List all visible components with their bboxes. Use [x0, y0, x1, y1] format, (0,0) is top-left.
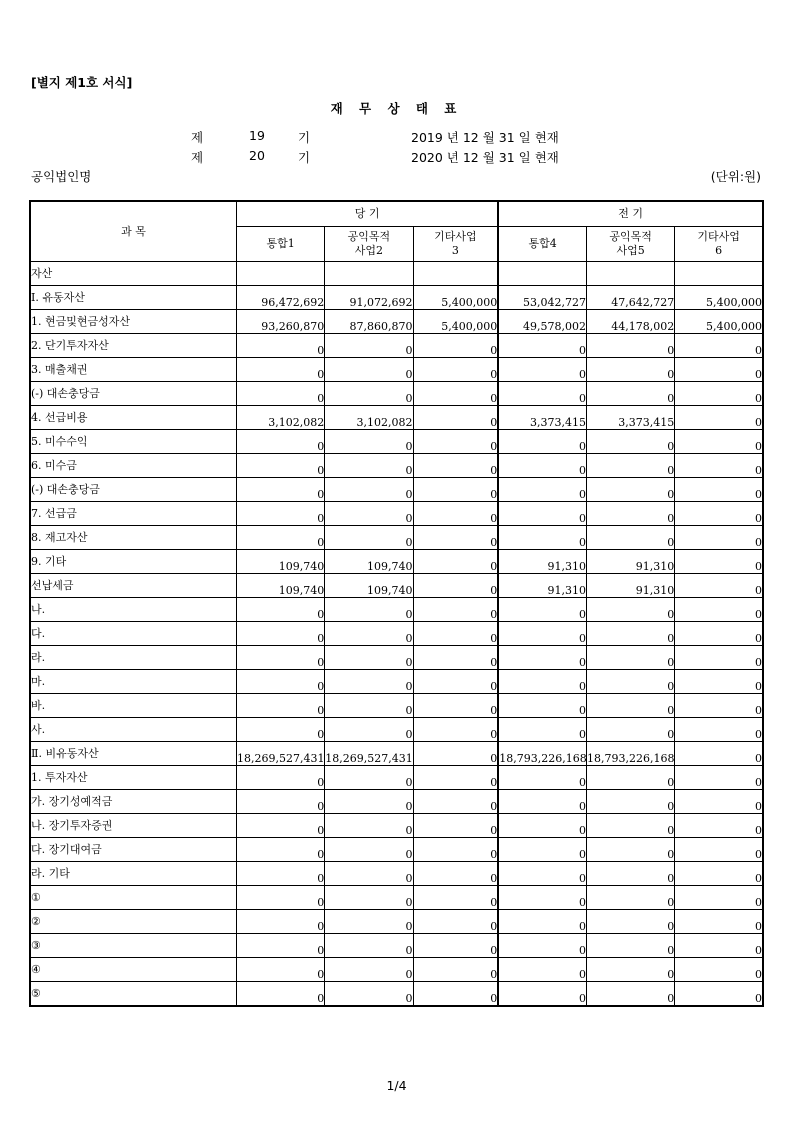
amount-cell: 0	[586, 862, 674, 886]
subject-cell: 나. 장기투자증권	[30, 814, 237, 838]
amount-cell: 0	[237, 358, 325, 382]
form-label: [별지 제1호 서식]	[31, 75, 133, 90]
amount-cell: 0	[498, 982, 586, 1007]
amount-cell: 0	[237, 718, 325, 742]
subject-cell: 2. 단기투자자산	[30, 334, 237, 358]
subject-cell: ②	[30, 910, 237, 934]
amount-cell: 3,102,082	[237, 406, 325, 430]
amount-cell: 5,400,000	[413, 286, 498, 310]
amount-cell: 0	[498, 934, 586, 958]
amount-cell: 0	[675, 694, 763, 718]
subject-cell: 사.	[30, 718, 237, 742]
table-row	[30, 958, 763, 982]
amount-cell: 0	[413, 958, 498, 982]
amount-cell: 0	[675, 718, 763, 742]
amount-cell: 0	[325, 718, 413, 742]
amount-cell: 0	[413, 574, 498, 598]
amount-cell: 0	[675, 838, 763, 862]
period-prefix: 제	[191, 130, 204, 145]
column-header: 기타사업 6	[675, 227, 763, 262]
table-row	[30, 598, 763, 622]
corporation-name-label: 공익법인명	[31, 169, 92, 184]
table-row	[30, 670, 763, 694]
table-row	[30, 454, 763, 478]
amount-cell: 0	[675, 934, 763, 958]
amount-cell: 0	[325, 430, 413, 454]
amount-cell: 0	[413, 646, 498, 670]
amount-cell: 0	[237, 670, 325, 694]
empty-cell	[586, 262, 674, 286]
amount-cell: 0	[675, 598, 763, 622]
amount-cell: 0	[586, 502, 674, 526]
amount-cell: 0	[586, 814, 674, 838]
amount-cell: 0	[498, 598, 586, 622]
amount-cell: 0	[586, 358, 674, 382]
period-date: 2020 년 12 월 31 일 현재	[411, 150, 559, 165]
subject-cell: Ⅰ. 유동자산	[30, 286, 237, 310]
amount-cell: 0	[413, 742, 498, 766]
amount-cell: 0	[325, 982, 413, 1007]
subject-cell: 5. 미수수익	[30, 430, 237, 454]
amount-cell: 0	[237, 622, 325, 646]
amount-cell: 0	[237, 982, 325, 1007]
subject-header: 과 목	[30, 201, 237, 262]
amount-cell: 0	[586, 694, 674, 718]
subject-cell: 9. 기타	[30, 550, 237, 574]
amount-cell: 18,793,226,168	[586, 742, 674, 766]
amount-cell: 0	[586, 934, 674, 958]
amount-cell: 0	[586, 478, 674, 502]
amount-cell: 0	[413, 478, 498, 502]
amount-cell: 0	[498, 910, 586, 934]
amount-cell: 0	[237, 598, 325, 622]
amount-cell: 0	[498, 838, 586, 862]
amount-cell: 0	[675, 430, 763, 454]
subject-cell: ③	[30, 934, 237, 958]
amount-cell: 91,310	[498, 550, 586, 574]
amount-cell: 0	[325, 838, 413, 862]
table-row	[30, 814, 763, 838]
amount-cell: 0	[498, 790, 586, 814]
amount-cell: 0	[413, 430, 498, 454]
amount-cell: 0	[675, 406, 763, 430]
amount-cell: 0	[237, 766, 325, 790]
amount-cell: 0	[413, 454, 498, 478]
subject-cell: 라. 기타	[30, 862, 237, 886]
amount-cell: 0	[675, 814, 763, 838]
amount-cell: 3,102,082	[325, 406, 413, 430]
amount-cell: 0	[325, 646, 413, 670]
amount-cell: 0	[325, 694, 413, 718]
amount-cell: 109,740	[237, 574, 325, 598]
amount-cell: 0	[237, 382, 325, 406]
amount-cell: 0	[675, 334, 763, 358]
amount-cell: 0	[586, 766, 674, 790]
subject-cell: 다. 장기대여금	[30, 838, 237, 862]
amount-cell: 0	[413, 406, 498, 430]
amount-cell: 0	[237, 790, 325, 814]
table-row	[30, 790, 763, 814]
amount-cell: 18,793,226,168	[498, 742, 586, 766]
table-row	[30, 934, 763, 958]
subject-cell: 바.	[30, 694, 237, 718]
amount-cell: 3,373,415	[498, 406, 586, 430]
subject-cell: 라.	[30, 646, 237, 670]
amount-cell: 0	[675, 646, 763, 670]
table-row	[30, 838, 763, 862]
amount-cell: 5,400,000	[675, 286, 763, 310]
amount-cell: 0	[413, 382, 498, 406]
amount-cell: 0	[498, 502, 586, 526]
amount-cell: 0	[413, 934, 498, 958]
amount-cell: 0	[237, 454, 325, 478]
amount-cell: 0	[498, 766, 586, 790]
table-row	[30, 502, 763, 526]
amount-cell: 0	[237, 958, 325, 982]
amount-cell: 0	[675, 958, 763, 982]
amount-cell: 0	[675, 358, 763, 382]
amount-cell: 0	[413, 334, 498, 358]
column-header: 기타사업 3	[413, 227, 498, 262]
previous-period-header: 전 기	[498, 201, 763, 227]
amount-cell: 0	[325, 382, 413, 406]
table-row	[30, 430, 763, 454]
amount-cell: 0	[675, 574, 763, 598]
table-row	[30, 862, 763, 886]
subject-cell: ④	[30, 958, 237, 982]
amount-cell: 0	[675, 766, 763, 790]
amount-cell: 0	[675, 622, 763, 646]
amount-cell: 0	[498, 646, 586, 670]
table-row	[30, 478, 763, 502]
table-row	[30, 526, 763, 550]
amount-cell: 0	[413, 718, 498, 742]
period-suffix: 기	[298, 150, 311, 165]
amount-cell: 44,178,002	[586, 310, 674, 334]
amount-cell: 0	[586, 886, 674, 910]
amount-cell: 0	[413, 526, 498, 550]
amount-cell: 0	[237, 646, 325, 670]
balance-sheet-table	[29, 200, 764, 1007]
amount-cell: 0	[325, 886, 413, 910]
section-row	[30, 262, 763, 286]
amount-cell: 0	[586, 598, 674, 622]
table-row	[30, 382, 763, 406]
column-header: 통합4	[498, 227, 586, 262]
amount-cell: 0	[675, 910, 763, 934]
amount-cell: 0	[586, 910, 674, 934]
subject-cell: 선납세금	[30, 574, 237, 598]
table-row	[30, 982, 763, 1007]
amount-cell: 93,260,870	[237, 310, 325, 334]
amount-cell: 91,310	[586, 550, 674, 574]
amount-cell: 0	[675, 790, 763, 814]
amount-cell: 3,373,415	[586, 406, 674, 430]
amount-cell: 0	[586, 670, 674, 694]
amount-cell: 18,269,527,431	[325, 742, 413, 766]
amount-cell: 0	[498, 334, 586, 358]
empty-cell	[498, 262, 586, 286]
period-number: 19	[249, 128, 265, 143]
amount-cell: 0	[237, 910, 325, 934]
amount-cell: 109,740	[237, 550, 325, 574]
subject-cell: ⑤	[30, 982, 237, 1007]
amount-cell: 0	[413, 814, 498, 838]
amount-cell: 0	[586, 622, 674, 646]
subject-cell: ①	[30, 886, 237, 910]
amount-cell: 0	[325, 598, 413, 622]
period-number: 20	[249, 148, 265, 163]
table-row	[30, 334, 763, 358]
amount-cell: 0	[498, 622, 586, 646]
amount-cell: 0	[237, 430, 325, 454]
subject-cell: (-) 대손충당금	[30, 382, 237, 406]
amount-cell: 0	[675, 550, 763, 574]
amount-cell: 0	[675, 526, 763, 550]
table-row	[30, 286, 763, 310]
amount-cell: 0	[586, 718, 674, 742]
amount-cell: 109,740	[325, 574, 413, 598]
period-suffix: 기	[298, 130, 311, 145]
amount-cell: 0	[498, 718, 586, 742]
amount-cell: 91,310	[498, 574, 586, 598]
subject-cell: 가. 장기성예적금	[30, 790, 237, 814]
amount-cell: 0	[498, 694, 586, 718]
amount-cell: 0	[586, 982, 674, 1007]
amount-cell: 0	[413, 358, 498, 382]
subject-cell: 나.	[30, 598, 237, 622]
amount-cell: 0	[413, 550, 498, 574]
period-date: 2019 년 12 월 31 일 현재	[411, 130, 559, 145]
subject-cell: 4. 선급비용	[30, 406, 237, 430]
amount-cell: 0	[325, 958, 413, 982]
subject-cell: 1. 현금및현금성자산	[30, 310, 237, 334]
table-row	[30, 574, 763, 598]
subject-cell: 6. 미수금	[30, 454, 237, 478]
amount-cell: 18,269,527,431	[237, 742, 325, 766]
column-header: 공익목적 사업5	[586, 227, 674, 262]
amount-cell: 0	[586, 646, 674, 670]
amount-cell: 0	[325, 934, 413, 958]
amount-cell: 0	[325, 526, 413, 550]
amount-cell: 0	[413, 910, 498, 934]
amount-cell: 0	[675, 502, 763, 526]
amount-cell: 91,072,692	[325, 286, 413, 310]
table-row	[30, 742, 763, 766]
unit-label: (단위:원)	[710, 169, 761, 184]
amount-cell: 0	[325, 334, 413, 358]
amount-cell: 0	[413, 622, 498, 646]
table-row	[30, 550, 763, 574]
amount-cell: 5,400,000	[413, 310, 498, 334]
table-row	[30, 622, 763, 646]
amount-cell: 0	[498, 382, 586, 406]
amount-cell: 0	[498, 454, 586, 478]
amount-cell: 0	[586, 430, 674, 454]
amount-cell: 0	[675, 478, 763, 502]
subject-cell: Ⅱ. 비유동자산	[30, 742, 237, 766]
amount-cell: 87,860,870	[325, 310, 413, 334]
amount-cell: 0	[237, 694, 325, 718]
column-header: 공익목적 사업2	[325, 227, 413, 262]
amount-cell: 0	[675, 886, 763, 910]
amount-cell: 0	[237, 502, 325, 526]
amount-cell: 0	[498, 670, 586, 694]
subject-cell: (-) 대손충당금	[30, 478, 237, 502]
period-prefix: 제	[191, 150, 204, 165]
amount-cell: 0	[498, 886, 586, 910]
empty-cell	[237, 262, 325, 286]
subject-cell: 다.	[30, 622, 237, 646]
amount-cell: 0	[498, 478, 586, 502]
amount-cell: 0	[675, 382, 763, 406]
amount-cell: 0	[237, 478, 325, 502]
page-number: 1/4	[386, 1078, 407, 1093]
amount-cell: 0	[237, 526, 325, 550]
subject-cell: 마.	[30, 670, 237, 694]
amount-cell: 0	[586, 382, 674, 406]
amount-cell: 96,472,692	[237, 286, 325, 310]
table-row	[30, 694, 763, 718]
table-row	[30, 910, 763, 934]
subject-cell: 8. 재고자산	[30, 526, 237, 550]
subject-cell: 7. 선급금	[30, 502, 237, 526]
amount-cell: 0	[413, 766, 498, 790]
amount-cell: 0	[325, 814, 413, 838]
amount-cell: 0	[325, 862, 413, 886]
amount-cell: 0	[586, 526, 674, 550]
subject-cell: 1. 투자자산	[30, 766, 237, 790]
amount-cell: 0	[498, 958, 586, 982]
amount-cell: 0	[413, 982, 498, 1007]
amount-cell: 0	[237, 862, 325, 886]
amount-cell: 0	[586, 838, 674, 862]
amount-cell: 0	[498, 526, 586, 550]
amount-cell: 0	[675, 982, 763, 1007]
amount-cell: 0	[498, 430, 586, 454]
amount-cell: 0	[325, 670, 413, 694]
subject-cell: 3. 매출채권	[30, 358, 237, 382]
table-row	[30, 718, 763, 742]
amount-cell: 0	[325, 358, 413, 382]
amount-cell: 0	[586, 790, 674, 814]
amount-cell: 91,310	[586, 574, 674, 598]
empty-cell	[413, 262, 498, 286]
table-row	[30, 406, 763, 430]
amount-cell: 0	[498, 358, 586, 382]
amount-cell: 47,642,727	[586, 286, 674, 310]
empty-cell	[325, 262, 413, 286]
amount-cell: 0	[586, 454, 674, 478]
amount-cell: 0	[413, 502, 498, 526]
table-row	[30, 646, 763, 670]
amount-cell: 0	[586, 958, 674, 982]
amount-cell: 0	[325, 910, 413, 934]
column-header: 통합1	[237, 227, 325, 262]
amount-cell: 0	[325, 454, 413, 478]
amount-cell: 0	[237, 934, 325, 958]
amount-cell: 53,042,727	[498, 286, 586, 310]
amount-cell: 0	[237, 334, 325, 358]
amount-cell: 0	[237, 814, 325, 838]
empty-cell	[675, 262, 763, 286]
amount-cell: 0	[413, 790, 498, 814]
amount-cell: 0	[325, 478, 413, 502]
amount-cell: 0	[675, 670, 763, 694]
amount-cell: 109,740	[325, 550, 413, 574]
amount-cell: 0	[237, 838, 325, 862]
amount-cell: 0	[413, 694, 498, 718]
current-period-header: 당 기	[237, 201, 499, 227]
amount-cell: 0	[325, 622, 413, 646]
amount-cell: 5,400,000	[675, 310, 763, 334]
table-row	[30, 358, 763, 382]
amount-cell: 0	[675, 454, 763, 478]
amount-cell: 0	[498, 814, 586, 838]
amount-cell: 0	[586, 334, 674, 358]
amount-cell: 0	[675, 742, 763, 766]
table-row	[30, 886, 763, 910]
amount-cell: 0	[413, 598, 498, 622]
table-row	[30, 310, 763, 334]
amount-cell: 0	[413, 862, 498, 886]
amount-cell: 0	[325, 502, 413, 526]
amount-cell: 0	[325, 790, 413, 814]
amount-cell: 49,578,002	[498, 310, 586, 334]
amount-cell: 0	[237, 886, 325, 910]
amount-cell: 0	[325, 766, 413, 790]
amount-cell: 0	[413, 670, 498, 694]
amount-cell: 0	[498, 862, 586, 886]
amount-cell: 0	[413, 838, 498, 862]
table-row	[30, 766, 763, 790]
section-label: 자산	[30, 262, 237, 286]
document-title: 재 무 상 태 표	[330, 101, 463, 116]
amount-cell: 0	[413, 886, 498, 910]
amount-cell: 0	[675, 862, 763, 886]
